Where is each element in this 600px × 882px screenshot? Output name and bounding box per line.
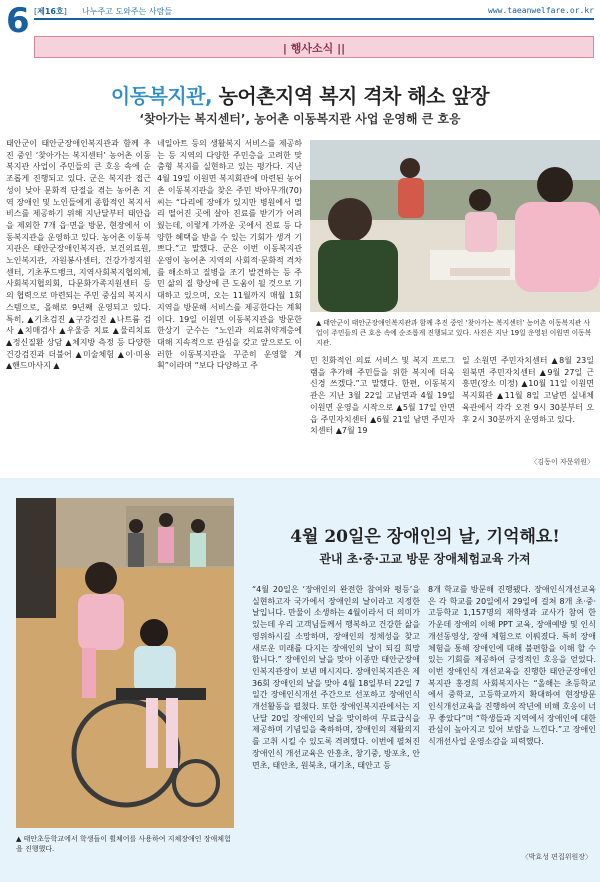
article1-photo-caption: ▲ 태안군이 태안군장애인복지관과 함께 추진 중인 ‘찾아가는 복지센터’ 농어촌 이동복지관 사업이 주민들의 큰 호응 속에 순조롭게 진행되고 있다. 사진은 지난 19일 운영된 이원면 이동복지관. — [316, 319, 592, 347]
article2-author: 〈박효성 편집위원장〉 — [521, 853, 592, 861]
article1-headline-highlight: 이동복지관, — [110, 84, 213, 108]
section-label: | 행사소식 || — [282, 42, 346, 55]
article1-body-column-2: 네일아트 등의 생활복지 서비스를 제공하는 등 지역의 다양한 주민층을 고려한 맞춤형 복지를 실현하고 있는 평가다. 지난 4월 19일 이원면 복지회관에 마련된 농어촌 이동복지관을 찾은 주민 박아무개(70)씨는 “다리에 장애가 있지만 병원에서 멀리 떨어진 곳에 살아 진료를 받기가 어려웠는데, 이렇게 가까운 곳에서 진료 등 다양한 혜택을 받을 수 있는 기회가 생겨 기쁘다.”고 말했다. 군은 이번 이동복지관 운영이 농어촌 지역의 사회적·문화적 격차를 해소하고 질병을 조기 발견하는 등 주민 삶의 질 향상에 큰 도움이 될 것으로 기대하고 있으며, 오는 11월까지 매월 1회 지역을 방문해 서비스를 제공한다는 계획이다. 19일 이원면 이동복지관을 방문한 한상기 군수는 “노인과 의료취약계층에 대해 지속적으로 관심을 갖고 앞으로도 이러한 이동복지관을 꾸준히 운영할 계획”이라며 “보다 다양하고 주 — [157, 139, 302, 371]
mobile-welfare-clinic-photo — [310, 140, 600, 312]
article1-author: 〈김동이 자문위원〉 — [530, 458, 594, 466]
article2-headline: 4월 20일은 장애인의 날, 기억해요! — [290, 527, 560, 547]
article2-body-column-2: 8개 학교를 방문해 진행됐다. 장애인식개선교육은 각 학교를 20일에서 29일에 걸쳐 8개 초·중·고등학교 1,157명의 재학생과 교사가 참여 한 가운데 장애의 이해 PPT 교육, 장애예방 및 인식개선동영상, 장애 체험으로 이뤄졌다. 특히 장애체험을 통해 장애인에 대해 불편함을 이해 할 수 있는 기회를 제공하여 긍정적인 호응을 얻었다. 이번 장애인식 개선교육을 진행한 태안군장애인복지관 홍경희 사회복지사는 “올해는 초등학교에서 중학교, 고등학교까지 확대하여 현장방문 인식개선교육을 진행하여 작년에 비해 호응이 너무 좋았다”며 “학생들과 지역에서 장애인에 대한 관심이 높아지고 있어 보람을 느낀다.”고 장애인식개선사업 운영소감을 피력했다. — [428, 585, 596, 747]
site-url-link[interactable]: www.taeanwelfare.or.kr — [488, 6, 594, 15]
issue-number: [제16호] — [34, 7, 67, 16]
article1-headline — [0, 80, 600, 109]
issue-label: 제16호 — [37, 7, 64, 16]
article1-body-column-1: 태안군이 태안군장애인복지관과 함께 추진 중인 ‘찾아가는 복지센터’ 농어촌 이동복지관 사업이 주민들의 큰 호응 속에 순조롭게 진행되고 있다. 군은 복지관 접근성이 낮아 문화적 단절을 겪는 농어촌 지역 장애인 및 노인들에게 종합적인 복지서비스를 제공하기 위해 지난달부터 태안읍을 제외한 7개 읍·면을 방문, 현장에서 이동복지관을 운영하고 있다. 농어촌 이동복지관은 태안군장애인복지관, 보건의료원, 노인복지관, 자원봉사센터, 건강가정지원센터, 기초푸드뱅크, 지역사회복지협의체, 사회복지협의회, 다문화가족지원센터 등의 협력으로 마련되는 주민 중심의 복지시스템으로, 올해로 9년째 운영되고 있다. 특히, ▲기초검진 ▲구강검진 ▲나트륨 검사 ▲치매검사 ▲우울증 치료 ▲물리치료 ▲정신질환 상담 ▲체지방 측정 등 다양한 건강검진과 더불어 ▲미술체험 ▲이·미용 ▲핸드마사지 ▲ — [6, 139, 151, 371]
page-number: 6 — [6, 1, 30, 41]
article1-body-column-4: 일 소원면 주민자치센터 ▲8월 23일 원북면 주민자치센터 ▲9월 27일 근흥면(장소 미정) ▲10월 11일 이원면 복지회관 ▲11월 8일 고남면 실내체육관에서 각각 오전 9시 30분부터 오후 2시 30분까지 운영하고 있다. — [462, 356, 594, 424]
header-divider — [34, 18, 594, 20]
article1-headline-rest: 농어촌지역 복지 격차 해소 앞장 — [212, 84, 490, 108]
section-banner — [34, 36, 594, 58]
article2-subheadline: 관내 초·중·고교 방문 장애체험교육 가져 — [319, 552, 531, 566]
wheelchair-experience-photo — [16, 498, 234, 828]
article1-subheadline: ‘찾아가는 복지센터’, 농어촌 이동복지관 사업 운영해 큰 호응 — [139, 112, 461, 126]
article2-photo-caption: ▲ 태안초등학교에서 학생들이 휠체어를 사용하여 지체장애인 장애체험을 진행했다. — [16, 835, 231, 853]
article2-body-column-1: “4월 20일은 ‘장애인의 완전한 참여와 평등’을 실현하고자 국가에서 장애인의 날이라고 지정한 날입니다. 만물이 소생하는 4월이라서 더 의미가 있는데 우리 고객님들께서 행복하고 건강한 삶을 영위하시길 소망하며, 장애인의 정체성을 찾고 새로운 미래를 다지는 장애인의 날이 되길 희망합니다.” 장애인의 날을 맞아 이종만 태안군장애인복지관장이 보낸 메시지다. 장애인복지관은 제36회 장애인의 날을 맞아 4월 18일부터 22일 7일간 장애인식개선 주간으로 선포하고 장애인식 개선활동을 펼쳤다. 또한 장애인복지관에서는 지난달 20일 장애인의 날을 맞이하여 무료급식을 제공하며 기념일을 축하하며, 장애인의 재활의지를 고취 시킬 수 있도록 격려했다. 이번에 펼쳐진 장애인식 개선교육은 안흥초, 창기중, 방포초, 안면초, 태안초, 원북초, 대기초, 태안고 등 — [252, 585, 420, 770]
newsletter-tagline: 나누주고 도와주는 사람들 — [82, 7, 173, 16]
article1-body-column-3: 민 친화적인 의료 서비스 및 복지 프로그램을 추가해 주민들을 위한 복지에 더욱 신경 쓰겠다.”고 말했다. 한편, 이동복지관은 지난 3월 22일 고남면과 4월 19일 이원면 운영을 시작으로 ▲5월 17일 안면읍 주민자치센터 ▲6월 21일 남면 주민자치센터 ▲7월 19 — [310, 356, 455, 436]
